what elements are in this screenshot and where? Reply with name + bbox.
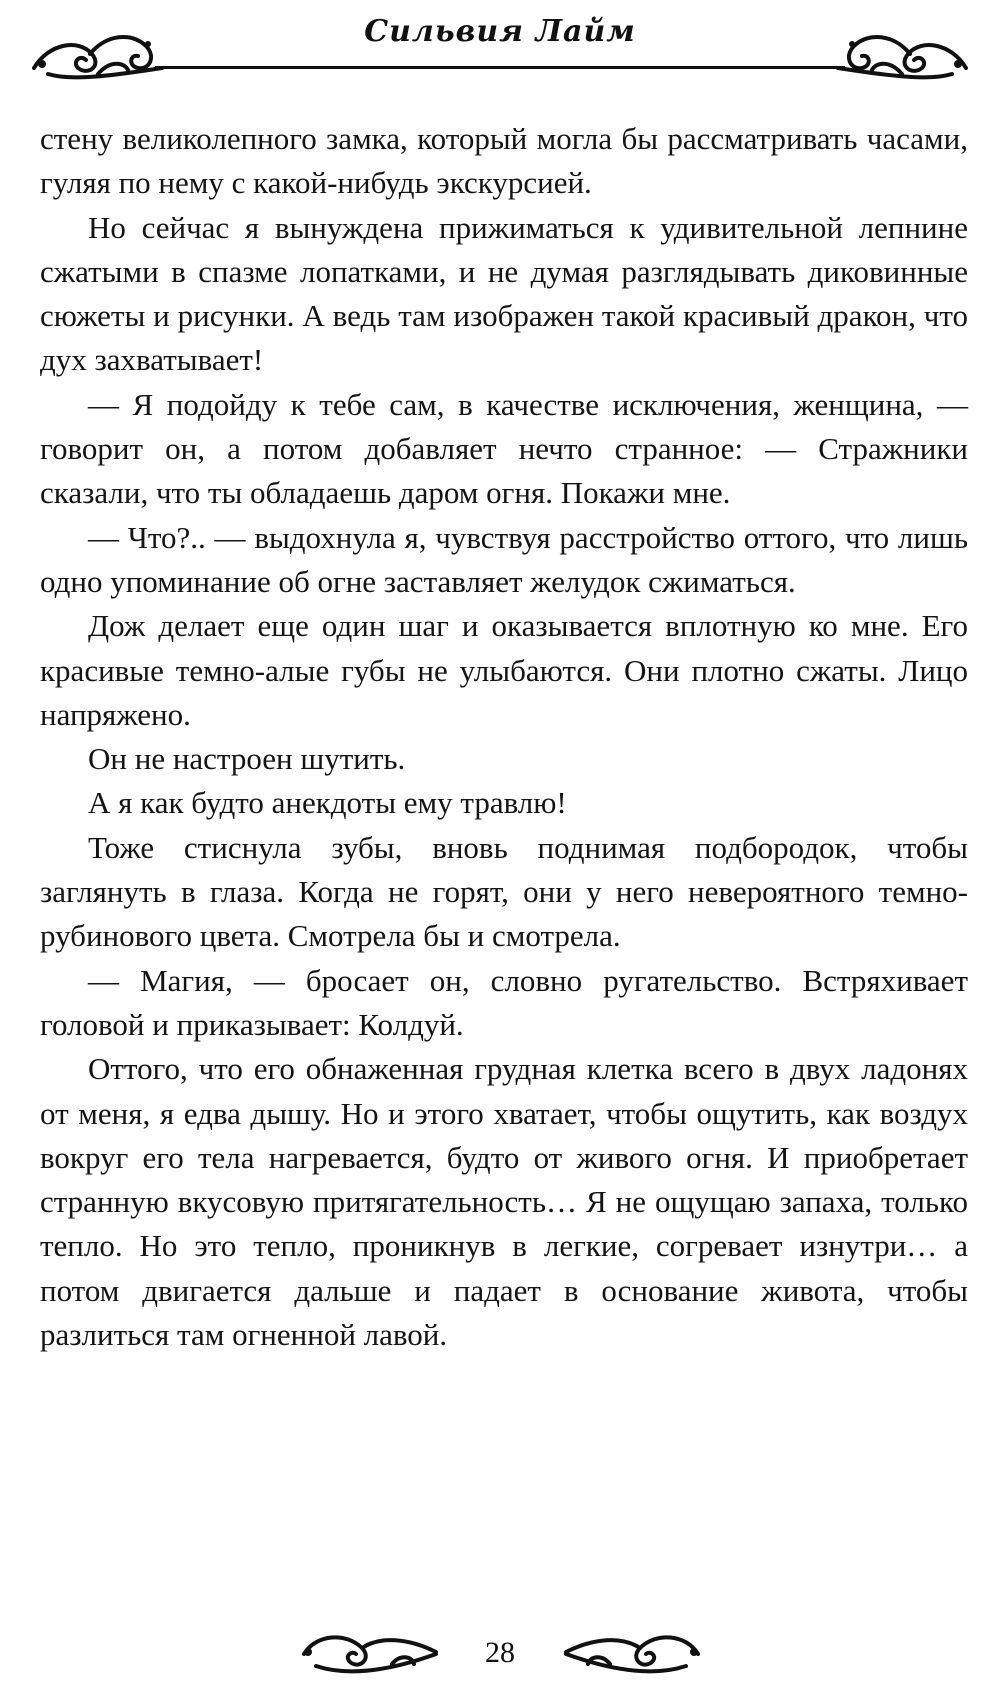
paragraph: — Магия, — бросает он, словно ругательство. Встряхивает головой и приказывает: Колдуй. (40, 962, 968, 1042)
flourish-ornament-icon (556, 1624, 706, 1680)
paragraph: А я как будто анекдоты ему травлю! (88, 785, 567, 821)
paragraph: Оттого, что его обнаженная грудная клетка всего в двух ладонях от меня, я едва дышу. Но и этого хватает, чтобы ощутить, как воздух вокруг его тела нагревается, будто от живого огня. И приобретает странную вкусовую притягательность… Я не ощущаю запаха, только тепло. Но это тепло, проникнув в легкие, согревает изнутри… а потом двигается дальше и падает в основание живота, чтобы разлиться там огненной лавой. (40, 1051, 968, 1353)
paragraph: — Что?.. — выдохнула я, чувствуя расстройство оттого, что лишь одно упоминание об огне заставляет желудок сжиматься. (40, 519, 968, 599)
paragraph: Но сейчас я вынуждена прижиматься к удивительной лепнине сжатыми в спазме лопатками, и не думая разглядывать диковинные сюжеты и рисунки. А ведь там изображен такой красивый дракон, что дух захватывает! (40, 209, 968, 378)
paragraph: стену великолепного замка, который могла бы рассматривать часами, гуляя по нему с какой-нибудь экскурсией. (40, 121, 968, 201)
running-header-author: Сильвия Лайм (364, 14, 636, 49)
page-footer (0, 1620, 1000, 1690)
page-number: 28 (485, 1636, 515, 1669)
page-header (0, 0, 1000, 90)
header-rule (155, 66, 845, 69)
flourish-ornament-icon (832, 24, 972, 82)
paragraph: Тоже стиснула зубы, вновь поднимая подбородок, чтобы заглянуть в глаза. Когда не горят, они у него невероятного темно-рубинового цвета. Смотрела бы и смотрела. (40, 829, 968, 954)
paragraph: Дож делает еще один шаг и оказывается вплотную ко мне. Его красивые темно-алые губы не улыбаются. Они плотно сжаты. Лицо напряжено. (40, 608, 968, 732)
paragraph: — Я подойду к тебе сам, в качестве исключения, женщина, — говорит он, а потом добавляет нечто странное: — Стражники сказали, что ты обладаешь даром огня. Покажи мне. (40, 386, 968, 511)
page-body-text (40, 117, 968, 1357)
paragraph: Он не настроен шутить. (88, 741, 406, 777)
